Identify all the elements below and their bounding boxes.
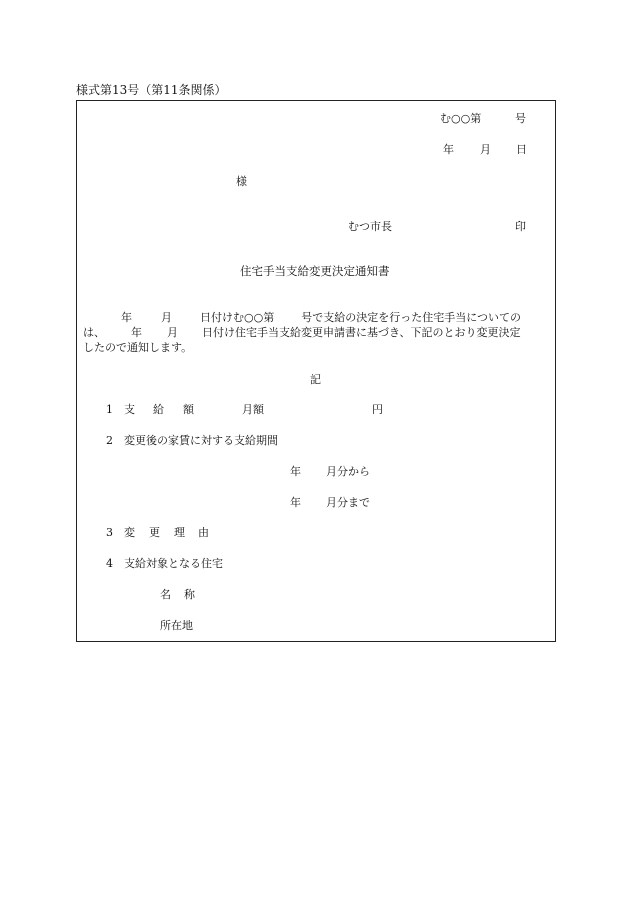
body-month: 月 [161,311,172,324]
item3-num: 3 [106,526,113,539]
item2-from-year: 年 [290,465,301,478]
item4-num: 4 [106,557,113,570]
document-title: 住宅手当支給変更決定通知書 [240,264,390,278]
doc-number-prefix: む○○第 [440,112,482,125]
body-line-3: したので通知します。 [83,341,193,354]
date-day: 日 [516,143,527,156]
item1-label-2: 給 [153,403,164,416]
item4-name-2: 称 [184,588,195,601]
body-text: 号で支給の決定を行った住宅手当についての [301,311,521,324]
sender-title: むつ市長 [348,220,392,233]
item4-name-1: 名 [160,588,171,601]
item2-from-text: 月分から [326,465,370,478]
date-month: 月 [480,143,491,156]
item2-to-text: 月分まで [326,496,370,509]
item1-label-3: 額 [183,403,194,416]
item1-num: 1 [106,403,113,416]
item1-monthly: 月額 [242,403,264,416]
doc-number-suffix: 号 [515,112,526,125]
item3-label-1: 変 [124,526,135,539]
body-ref: 日付けむ○○第 [200,311,275,324]
body-month-2: 月 [167,326,178,339]
body-line-1 [83,312,553,323]
date-year: 年 [443,143,454,156]
item3-label-4: 由 [198,526,209,539]
item2-to-year: 年 [290,496,301,509]
body-year-2: 年 [131,326,142,339]
form-header-label: 様式第13号（第11条関係） [76,83,227,97]
item3-label-3: 理 [174,526,185,539]
item3-label-2: 更 [149,526,160,539]
body-line-2 [83,327,553,338]
item2-label: 変更後の家賃に対する支給期間 [124,434,278,447]
body-start: は、 [83,326,105,339]
item4-address: 所在地 [160,619,193,632]
item1-yen: 円 [372,403,383,416]
item2-num: 2 [106,434,113,447]
item1-label-1: 支 [124,403,135,416]
item4-label: 支給対象となる住宅 [124,557,223,570]
body-text-2: 日付け住宅手当支給変更申請書に基づき、下記のとおり変更決定 [202,326,521,339]
sender-seal: 印 [515,220,526,233]
ki-label: 記 [310,373,321,386]
recipient-suffix: 様 [236,175,247,188]
body-year: 年 [121,311,132,324]
